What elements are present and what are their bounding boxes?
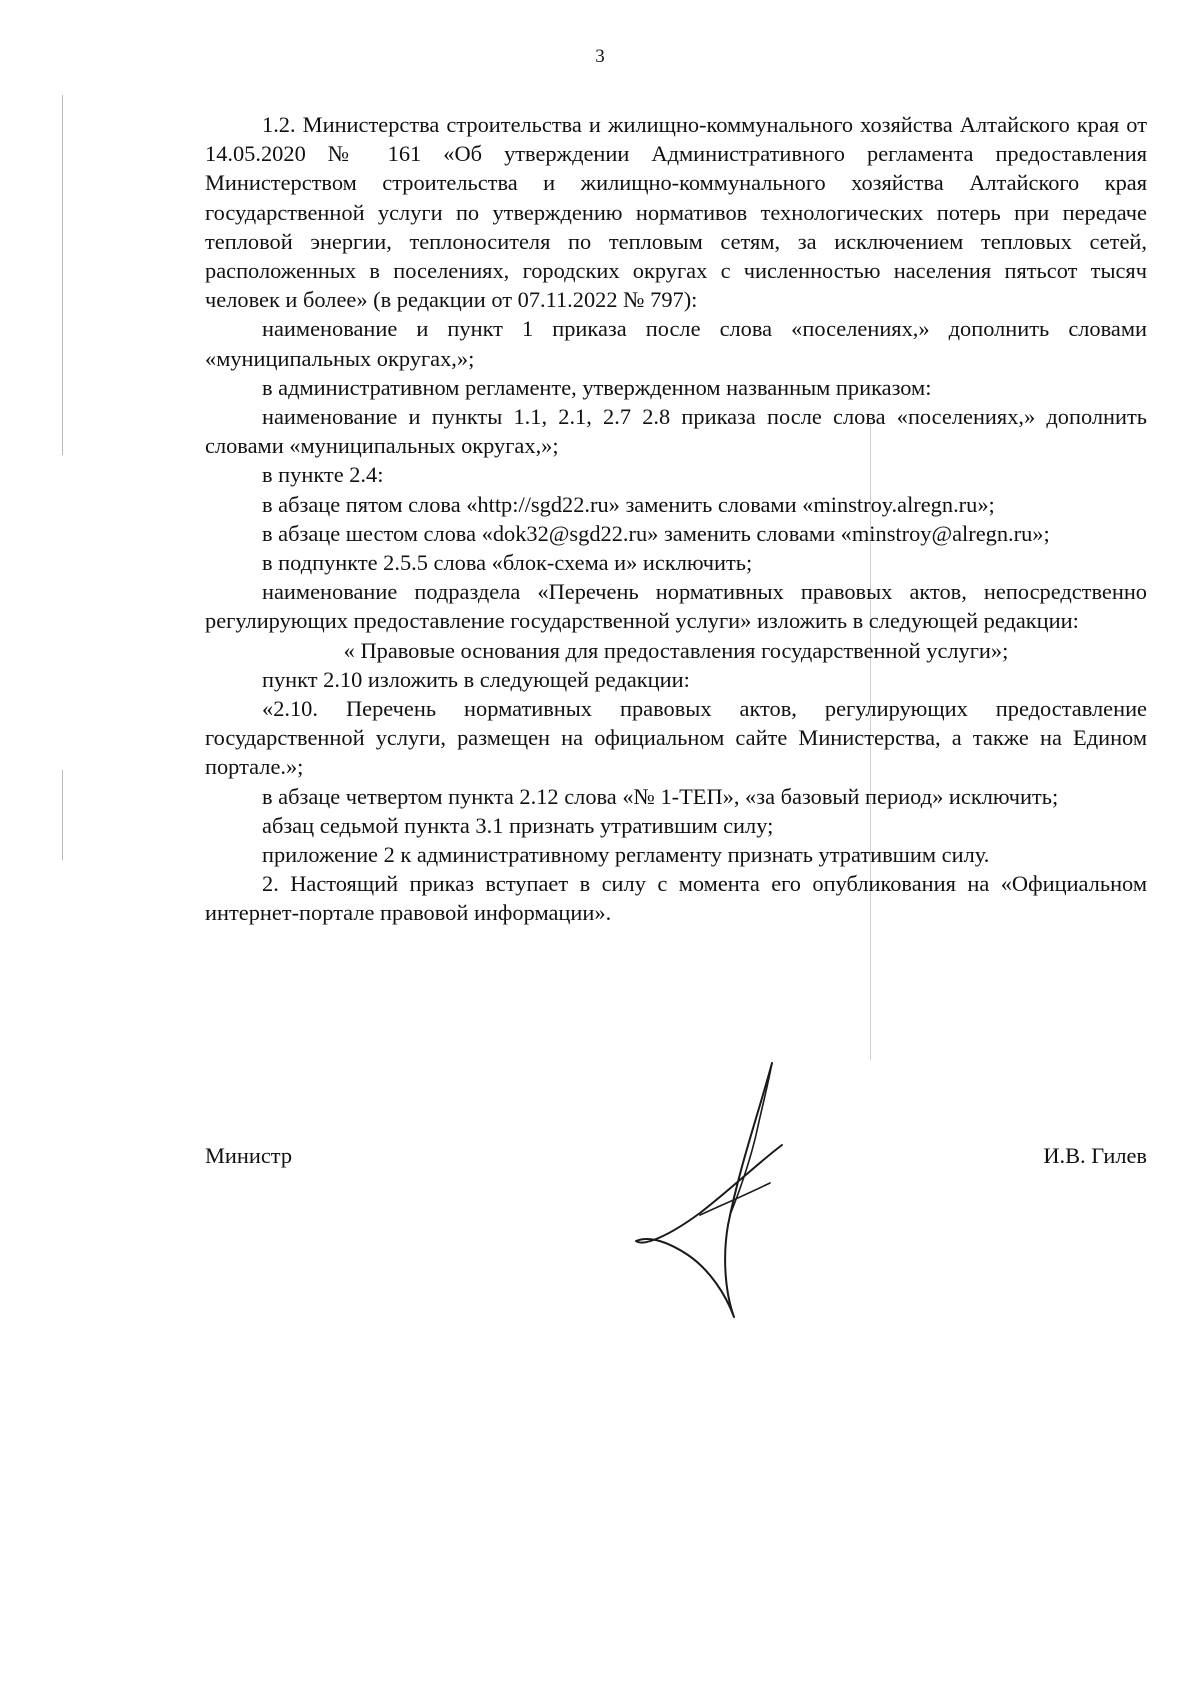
- page-number: 3: [595, 46, 605, 67]
- paragraph: наименование подраздела «Перечень нормативных правовых актов, непосредственно регулирующих предоставление государственной услуги» изложить в следующей редакции:: [205, 579, 1147, 634]
- paragraph: наименование и пункт 1 приказа после слова «поселениях,» дополнить словами «муниципальных округах,»;: [205, 316, 1147, 371]
- signer-position: Министр: [205, 1143, 293, 1168]
- paragraph: в абзаце пятом слова «http://sgd22.ru» заменить словами «minstroy.alregn.ru»;: [262, 491, 995, 517]
- paragraph: 1.2. Министерства строительства и жилищно-коммунального хозяйства Алтайского края от 14.05.2020 № 161 «Об утверждении Административного регламента предоставления Министерством строительства и жилищно-коммунального хозяйства Алтайского края государственной услуги по утверждению нормативов технологических потерь при передаче тепловой энергии, теплоносителя по тепловым сетям, за исключением тепловых сетей, расположенных в поселениях, городских округах с численностью населения пятьсот тысяч человек и более» (в редакции от 07.11.2022 № 797):: [205, 112, 1147, 313]
- paragraph: в пункте 2.4:: [262, 462, 384, 488]
- paragraph: наименование и пункты 1.1, 2.1, 2.7 2.8 приказа после слова «поселениях,» дополнить словами «муниципальных округах,»;: [205, 404, 1147, 459]
- paragraph-quoted-heading: « Правовые основания для предоставления государственной услуги»;: [343, 637, 1009, 663]
- paragraph: 2. Настоящий приказ вступает в силу с момента его опубликования на «Официальном интернет-портале правовой информации».: [205, 871, 1147, 926]
- signer-name: И.В. Гилев: [1043, 1143, 1147, 1168]
- paragraph: в подпункте 2.5.5 слова «блок-схема и» исключить;: [262, 550, 753, 576]
- paragraph: в абзаце четвертом пункта 2.12 слова «№ 1-ТЕП», «за базовый период» исключить;: [262, 783, 1059, 809]
- paragraph: в абзаце шестом слова «dok32@sgd22.ru» заменить словами «minstroy@alregn.ru»;: [262, 520, 1050, 546]
- scan-artifact-left-margin-lower: [62, 770, 63, 860]
- paragraph: абзац седьмой пункта 3.1 признать утратившим силу;: [262, 812, 774, 838]
- paragraph: пункт 2.10 изложить в следующей редакции:: [262, 666, 690, 692]
- document-body: [205, 110, 1147, 928]
- handwritten-signature-icon: [630, 1055, 790, 1325]
- paragraph: «2.10. Перечень нормативных правовых актов, регулирующих предоставление государственной услуги, размещен на официальном сайте Министерства, а также на Едином портале.»;: [205, 696, 1147, 780]
- paragraph: приложение 2 к административному регламенту признать утратившим силу.: [262, 842, 990, 868]
- paragraph: в административном регламенте, утвержденном названным приказом:: [262, 374, 932, 400]
- signature-block: [205, 1143, 1147, 1183]
- scan-artifact-left-margin: [62, 95, 63, 455]
